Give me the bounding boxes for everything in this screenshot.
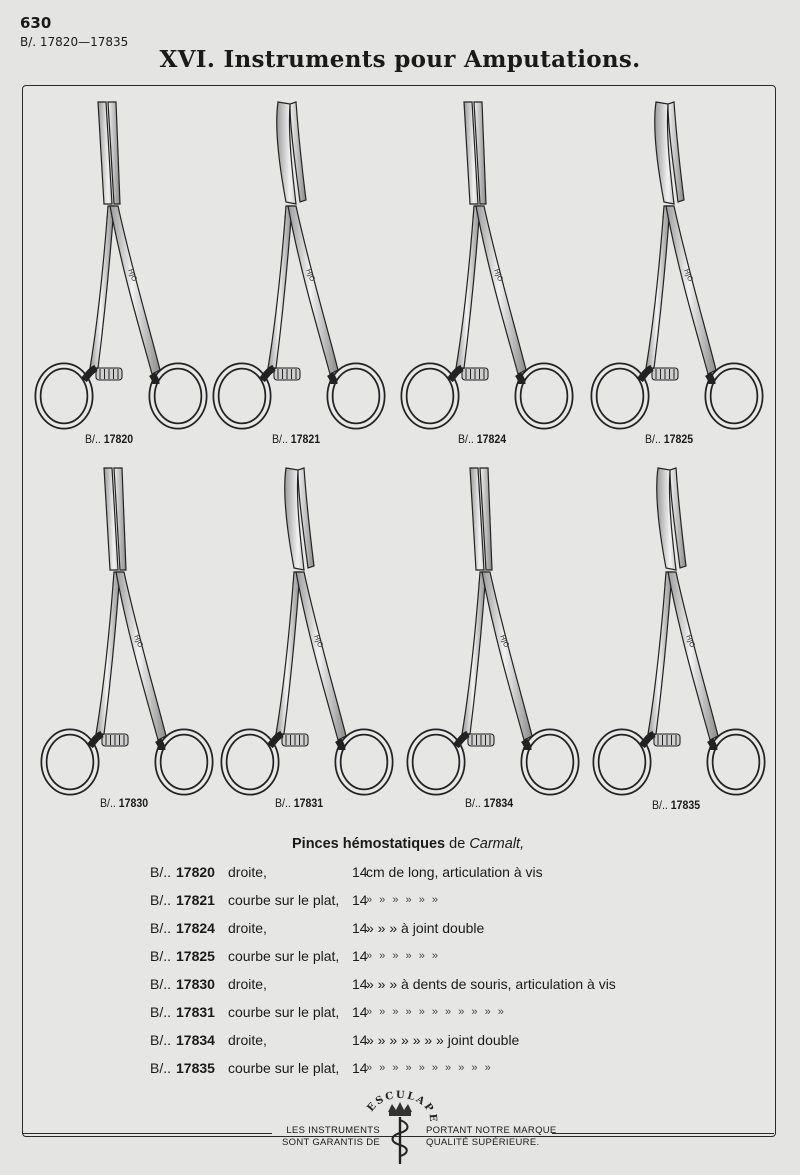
row-description: courbe sur le plat,	[228, 948, 340, 964]
row-number: 17821	[176, 892, 215, 908]
row-description: droite,	[228, 864, 267, 880]
ratchet	[652, 368, 678, 380]
maker-engraving: HJO	[126, 267, 139, 283]
row-number: 17835	[176, 1060, 215, 1076]
row-details: » » » » » » » » » »	[366, 1062, 493, 1074]
row-number: 17820	[176, 864, 215, 880]
row-length: 14	[352, 1032, 368, 1048]
row-details: » » » à joint double	[366, 920, 485, 936]
table-row	[150, 1056, 710, 1084]
row-length: 14	[352, 948, 368, 964]
row-number: 17831	[176, 1004, 215, 1020]
footer-rule-left	[22, 1133, 272, 1134]
row-prefix: B/..	[150, 1032, 172, 1048]
row-details: cm de long, articulation à vis	[366, 864, 543, 880]
caption-17821: B/.. 17821	[272, 432, 321, 446]
row-description: courbe sur le plat,	[228, 892, 340, 908]
maker-engraving: HJO	[682, 267, 695, 283]
row-prefix: B/..	[150, 1060, 172, 1076]
row-description: droite,	[228, 920, 267, 936]
subtitle-bold: Pinces hémostatiques	[292, 836, 446, 852]
subtitle-italic: Carmalt,	[469, 836, 525, 852]
table-row	[150, 888, 710, 916]
maker-engraving: HJO	[492, 267, 505, 283]
svg-text:ESCULAPE: ESCULAPE	[365, 1090, 438, 1124]
maker-engraving: HJO	[304, 267, 317, 283]
maker-engraving: HJO	[132, 633, 145, 649]
row-description: courbe sur le plat,	[228, 1004, 340, 1020]
row-length: 14	[352, 976, 368, 992]
forceps-17820	[38, 102, 204, 426]
forceps-17824	[404, 102, 570, 426]
footer-rule-right	[552, 1133, 774, 1134]
row-number: 17834	[176, 1032, 215, 1048]
row-description: courbe sur le plat,	[228, 1060, 340, 1076]
section-subtitle	[292, 836, 524, 852]
row-length: 14	[352, 920, 368, 936]
ratchet	[102, 734, 128, 746]
page-number: 630	[20, 14, 52, 32]
row-prefix: B/..	[150, 948, 172, 964]
row-details: » » » à dents de souris, articulation à vis	[366, 976, 616, 992]
row-prefix: B/..	[150, 1004, 172, 1020]
ratchet	[462, 368, 488, 380]
ratchet	[274, 368, 300, 380]
reference-range: B/. 17820—17835	[20, 35, 129, 49]
instrument-table	[150, 860, 710, 1084]
ratchet	[468, 734, 494, 746]
caption-17834: B/.. 17834	[465, 796, 514, 810]
row-length: 14	[352, 892, 368, 908]
table-row	[150, 860, 710, 888]
subtitle-plain: de	[449, 836, 466, 852]
row-prefix: B/..	[150, 864, 172, 880]
row-details: » » » » » »	[366, 950, 440, 962]
page-title: XVI. Instruments pour Amputations.	[159, 46, 641, 73]
row-length: 14	[352, 1060, 368, 1076]
footer-right-text: PORTANT NOTRE MARQUE QUALITÉ SUPÉRIEURE.	[426, 1125, 557, 1148]
caption-17825: B/.. 17825	[645, 432, 694, 446]
row-description: droite,	[228, 976, 267, 992]
row-prefix: B/..	[150, 892, 172, 908]
table-row	[150, 916, 710, 944]
esculape-logo	[362, 1090, 438, 1170]
footer-left-text: LES INSTRUMENTS SONT GARANTIS DE	[282, 1125, 381, 1148]
row-length: 14	[352, 864, 368, 880]
ratchet	[282, 734, 308, 746]
forceps-17831	[224, 468, 390, 792]
caption-17835: B/.. 17835	[652, 798, 701, 812]
row-prefix: B/..	[150, 976, 172, 992]
forceps-17821	[216, 102, 382, 426]
table-row	[150, 1000, 710, 1028]
forceps-17834	[410, 468, 576, 792]
table-row	[150, 972, 710, 1000]
row-number: 17824	[176, 920, 215, 936]
forceps-17825	[594, 102, 760, 426]
ratchet	[654, 734, 680, 746]
table-row	[150, 1028, 710, 1056]
row-details: » » » » » » » » » » »	[366, 1006, 506, 1018]
forceps-17835	[596, 468, 762, 792]
maker-engraving: HJO	[498, 633, 511, 649]
maker-engraving: HJO	[684, 633, 697, 649]
caption-17830: B/.. 17830	[100, 796, 149, 810]
caption-17820: B/.. 17820	[85, 432, 134, 446]
row-description: droite,	[228, 1032, 267, 1048]
row-number: 17825	[176, 948, 215, 964]
table-row	[150, 944, 710, 972]
row-prefix: B/..	[150, 920, 172, 936]
caption-17824: B/.. 17824	[458, 432, 507, 446]
ratchet	[96, 368, 122, 380]
row-number: 17830	[176, 976, 215, 992]
row-details: » » » » » »	[366, 894, 440, 906]
row-details: » » » » » » » joint double	[366, 1032, 520, 1048]
maker-engraving: HJO	[312, 633, 325, 649]
caption-17831: B/.. 17831	[275, 796, 324, 810]
row-length: 14	[352, 1004, 368, 1020]
forceps-17830	[44, 468, 210, 792]
